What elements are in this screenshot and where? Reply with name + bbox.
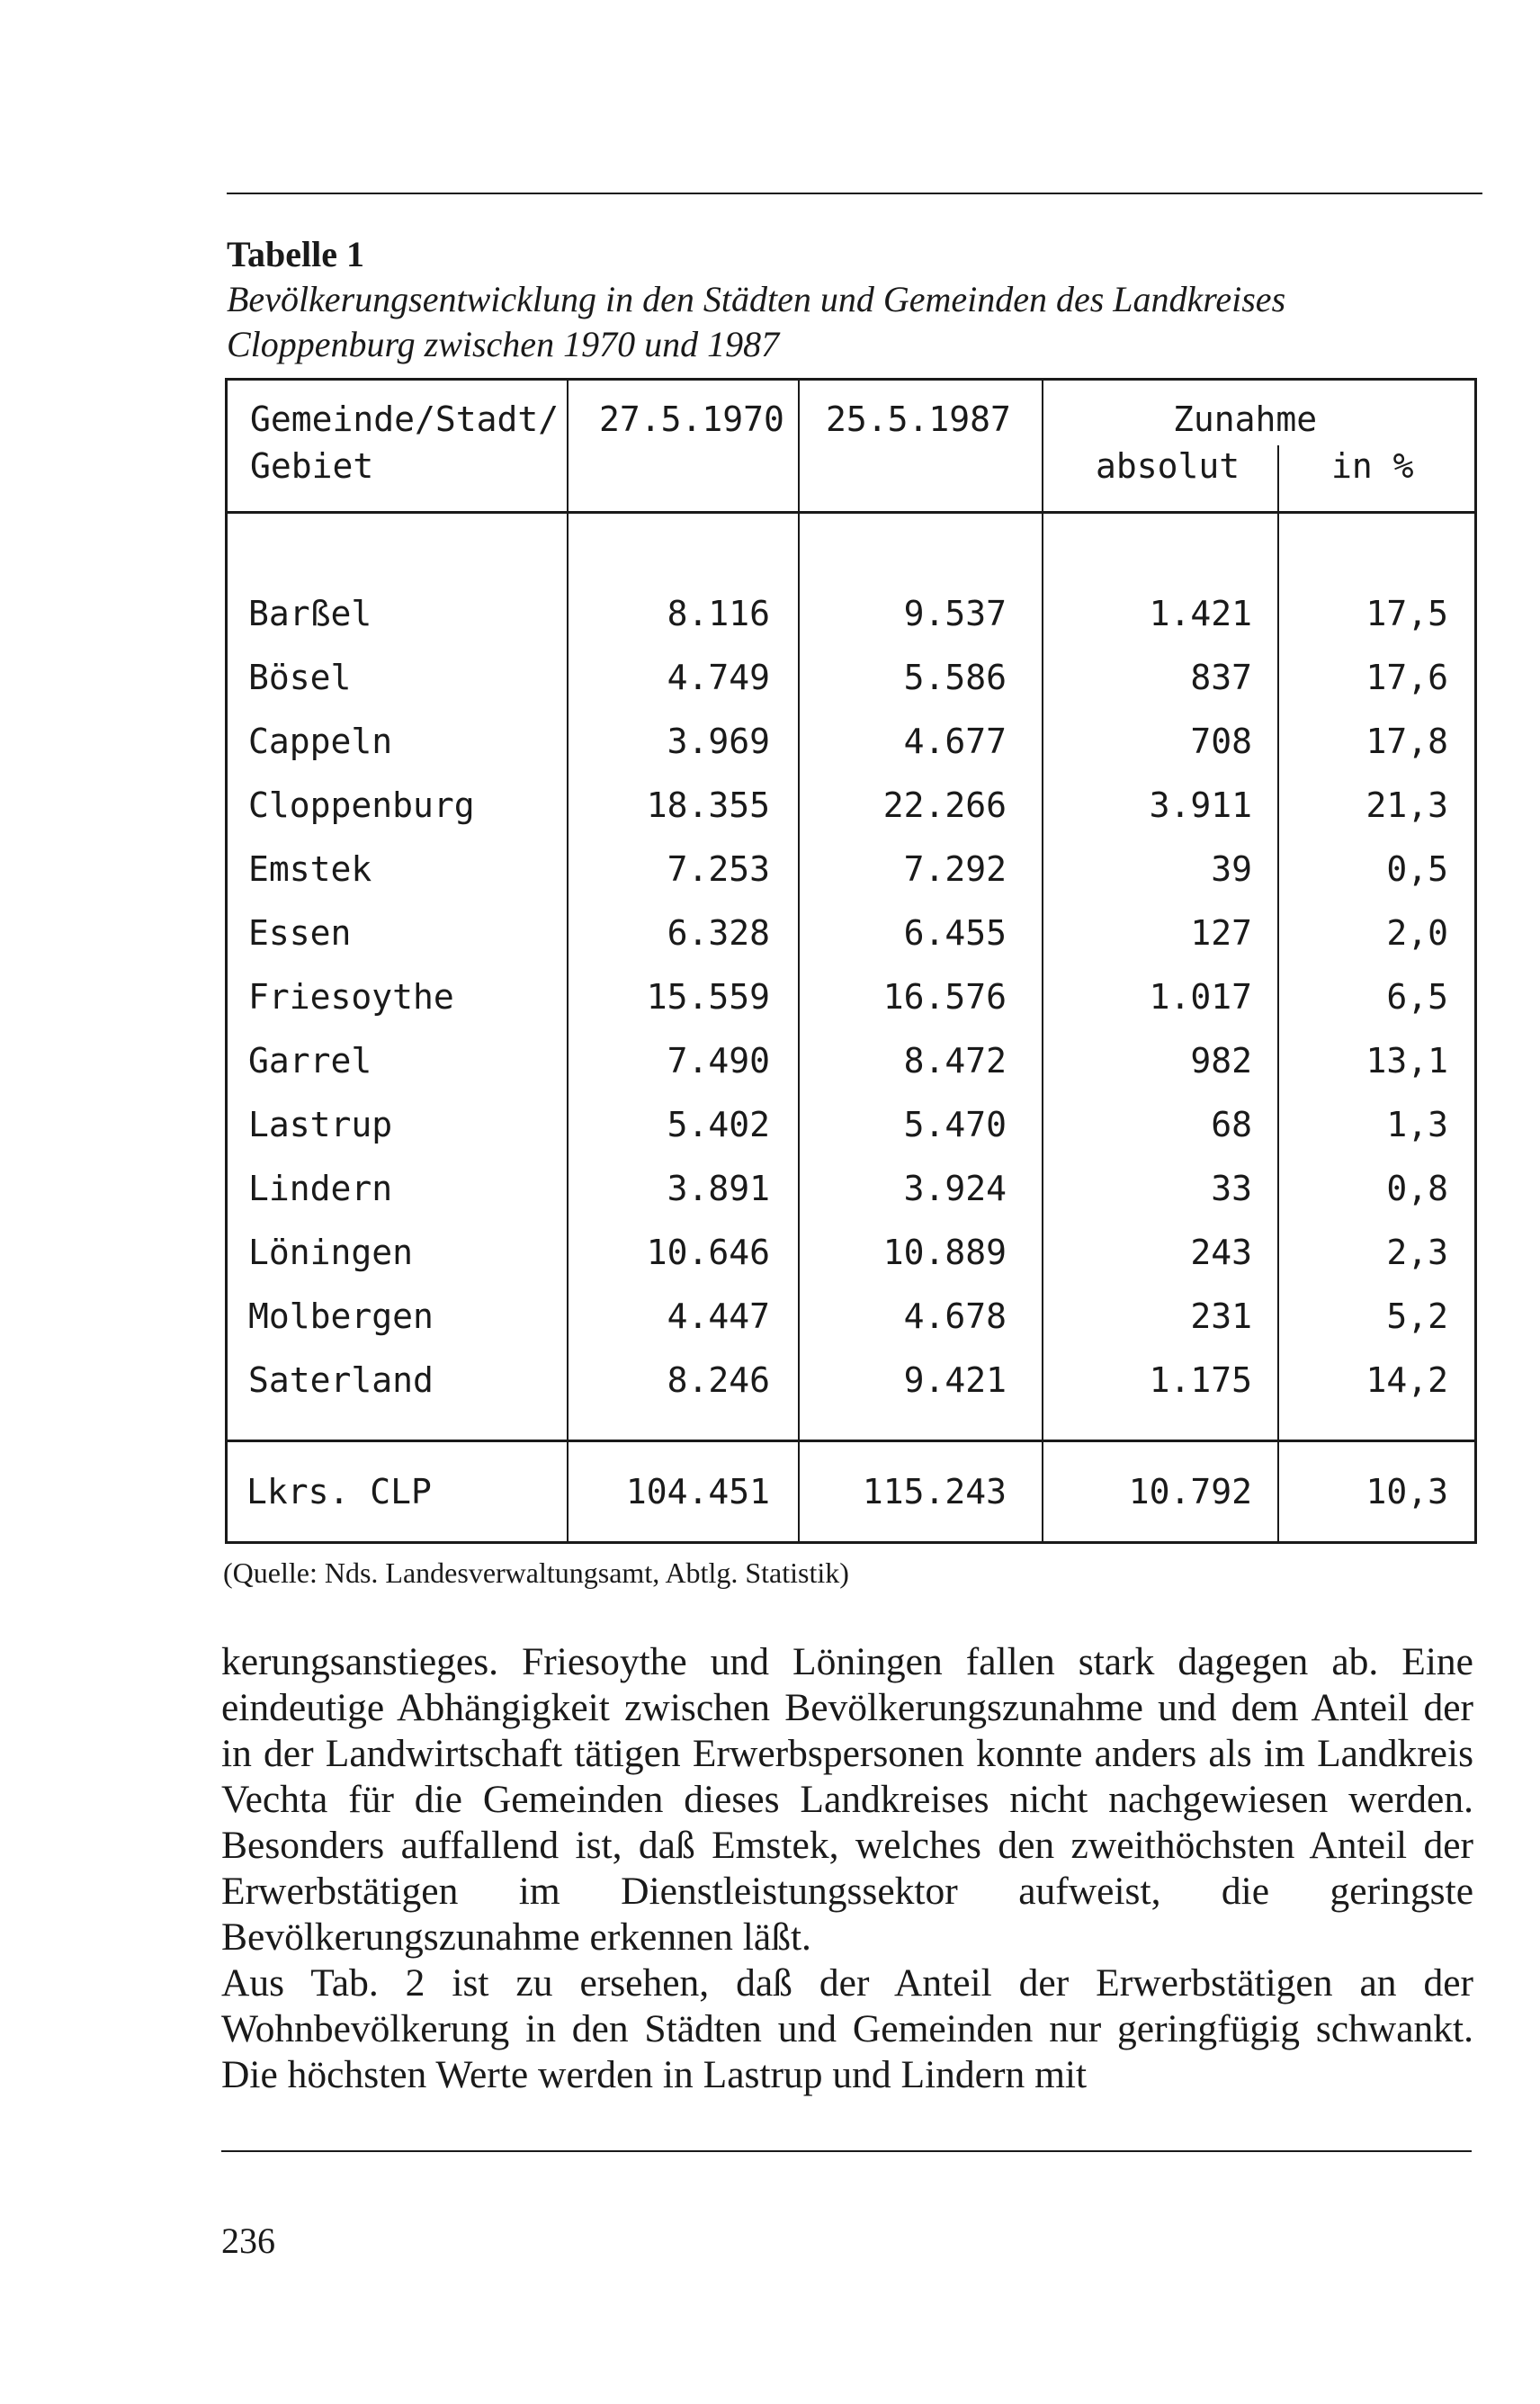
header-1987: 25.5.1987 bbox=[826, 399, 1011, 439]
table-border-top bbox=[225, 378, 1477, 381]
cell-gemeinde: Friesoythe bbox=[248, 977, 454, 1017]
cell-absolut: 982 bbox=[1190, 1041, 1252, 1081]
cell-1987: 4.677 bbox=[903, 722, 1007, 761]
cell-absolut: 1.175 bbox=[1149, 1360, 1252, 1400]
cell-gemeinde: Bösel bbox=[248, 658, 352, 697]
cell-gemeinde: Cloppenburg bbox=[248, 785, 475, 825]
cell-absolut: 127 bbox=[1190, 913, 1252, 953]
bottom-rule bbox=[221, 2150, 1472, 2152]
table-label: Tabelle 1 bbox=[227, 234, 364, 274]
cell-1970: 7.490 bbox=[667, 1041, 770, 1081]
cell-percent: 17,5 bbox=[1365, 594, 1448, 633]
cell-1970: 5.402 bbox=[667, 1105, 770, 1144]
header-percent: in % bbox=[1331, 446, 1414, 486]
cell-absolut: 231 bbox=[1190, 1296, 1252, 1336]
table-border-right bbox=[1474, 378, 1477, 1544]
total-1970: 104.451 bbox=[625, 1472, 770, 1511]
cell-gemeinde: Löningen bbox=[248, 1233, 414, 1272]
cell-gemeinde: Barßel bbox=[248, 594, 372, 633]
cell-percent: 1,3 bbox=[1386, 1105, 1448, 1144]
cell-percent: 6,5 bbox=[1386, 977, 1448, 1017]
cell-gemeinde: Molbergen bbox=[248, 1296, 434, 1336]
body-text bbox=[221, 1639, 1473, 2098]
cell-percent: 13,1 bbox=[1365, 1041, 1448, 1081]
cell-1987: 3.924 bbox=[903, 1169, 1007, 1208]
total-1987: 115.243 bbox=[862, 1472, 1007, 1511]
cell-gemeinde: Lastrup bbox=[248, 1105, 393, 1144]
cell-absolut: 1.421 bbox=[1149, 594, 1252, 633]
cell-1987: 8.472 bbox=[903, 1041, 1007, 1081]
header-gemeinde-line2: Gebiet bbox=[250, 446, 374, 486]
total-separator bbox=[225, 1440, 1477, 1442]
header-absolut: absolut bbox=[1096, 446, 1240, 486]
cell-gemeinde: Lindern bbox=[248, 1169, 393, 1208]
paragraph: Aus Tab. 2 ist zu ersehen, daß der Anteil der Erwerbstätigen an der Wohnbevölkerung in den Städten und Gemeinden nur geringfügig schwankt. Die höchsten Werte werden in Lastrup und Lindern mit bbox=[221, 1961, 1473, 2096]
cell-absolut: 39 bbox=[1211, 849, 1252, 889]
cell-gemeinde: Garrel bbox=[248, 1041, 372, 1081]
paragraph: kerungsanstieges. Friesoythe und Löningen fallen stark dagegen ab. Eine eindeutige Abhängigkeit zwischen Bevölkerungszunahme und dem Anteil der in der Landwirtschaft tätigen Erwerbspersonen konnte anders als im Landkreis Vechta für die Gemeinden dieses Landkreises nicht nachgewiesen werden. Besonders auffallend ist, daß Emstek, welches den zweithöchsten Anteil der Erwerbstätigen im Dienstleistungssektor aufweist, die geringste Bevölkerungszunahme erkennen läßt. bbox=[221, 1640, 1473, 1959]
cell-absolut: 33 bbox=[1211, 1169, 1252, 1208]
cell-gemeinde: Essen bbox=[248, 913, 352, 953]
cell-gemeinde: Cappeln bbox=[248, 722, 393, 761]
header-gemeinde-line1: Gemeinde/Stadt/ bbox=[250, 399, 560, 439]
cell-1970: 4.447 bbox=[667, 1296, 770, 1336]
cell-absolut: 3.911 bbox=[1149, 785, 1252, 825]
cell-percent: 14,2 bbox=[1365, 1360, 1448, 1400]
cell-1987: 4.678 bbox=[903, 1296, 1007, 1336]
header-zunahme: Zunahme bbox=[1173, 399, 1318, 439]
cell-absolut: 68 bbox=[1211, 1105, 1252, 1144]
cell-gemeinde: Saterland bbox=[248, 1360, 434, 1400]
population-table bbox=[225, 378, 1477, 1544]
cell-1970: 3.891 bbox=[667, 1169, 770, 1208]
cell-percent: 5,2 bbox=[1386, 1296, 1448, 1336]
cell-1970: 6.328 bbox=[667, 913, 770, 953]
cell-percent: 0,8 bbox=[1386, 1169, 1448, 1208]
cell-1970: 8.116 bbox=[667, 594, 770, 633]
cell-percent: 17,8 bbox=[1365, 722, 1448, 761]
cell-1970: 18.355 bbox=[646, 785, 770, 825]
table-caption bbox=[227, 232, 1482, 367]
cell-absolut: 243 bbox=[1190, 1233, 1252, 1272]
cell-1970: 8.246 bbox=[667, 1360, 770, 1400]
cell-1987: 5.586 bbox=[903, 658, 1007, 697]
table-border-bottom bbox=[225, 1541, 1477, 1544]
cell-1987: 16.576 bbox=[882, 977, 1007, 1017]
table-border-left bbox=[225, 378, 228, 1544]
header-separator bbox=[225, 511, 1477, 514]
cell-1970: 3.969 bbox=[667, 722, 770, 761]
cell-percent: 2,3 bbox=[1386, 1233, 1448, 1272]
cell-1987: 22.266 bbox=[882, 785, 1007, 825]
cell-absolut: 1.017 bbox=[1149, 977, 1252, 1017]
cell-gemeinde: Emstek bbox=[248, 849, 372, 889]
cell-1987: 6.455 bbox=[903, 913, 1007, 953]
cell-1987: 7.292 bbox=[903, 849, 1007, 889]
cell-absolut: 708 bbox=[1190, 722, 1252, 761]
page-number: 236 bbox=[221, 2220, 275, 2261]
table-title: Bevölkerungsentwicklung in den Städten und Gemeinden des Landkreises Cloppenburg zwischen 1970 und 1987 bbox=[227, 279, 1286, 364]
cell-1987: 9.537 bbox=[903, 594, 1007, 633]
cell-1970: 10.646 bbox=[646, 1233, 770, 1272]
table-source: (Quelle: Nds. Landesverwaltungsamt, Abtlg. Statistik) bbox=[223, 1556, 849, 1589]
total-name: Lkrs. CLP bbox=[246, 1472, 432, 1511]
cell-absolut: 837 bbox=[1190, 658, 1252, 697]
cell-1987: 10.889 bbox=[882, 1233, 1007, 1272]
total-percent: 10,3 bbox=[1365, 1472, 1448, 1511]
cell-percent: 2,0 bbox=[1386, 913, 1448, 953]
header-1970: 27.5.1970 bbox=[599, 399, 784, 439]
total-absolut: 10.792 bbox=[1128, 1472, 1252, 1511]
cell-1987: 9.421 bbox=[903, 1360, 1007, 1400]
cell-percent: 21,3 bbox=[1365, 785, 1448, 825]
cell-1970: 4.749 bbox=[667, 658, 770, 697]
top-rule bbox=[227, 193, 1482, 194]
cell-1987: 5.470 bbox=[903, 1105, 1007, 1144]
cell-percent: 17,6 bbox=[1365, 658, 1448, 697]
cell-percent: 0,5 bbox=[1386, 849, 1448, 889]
cell-1970: 7.253 bbox=[667, 849, 770, 889]
cell-1970: 15.559 bbox=[646, 977, 770, 1017]
